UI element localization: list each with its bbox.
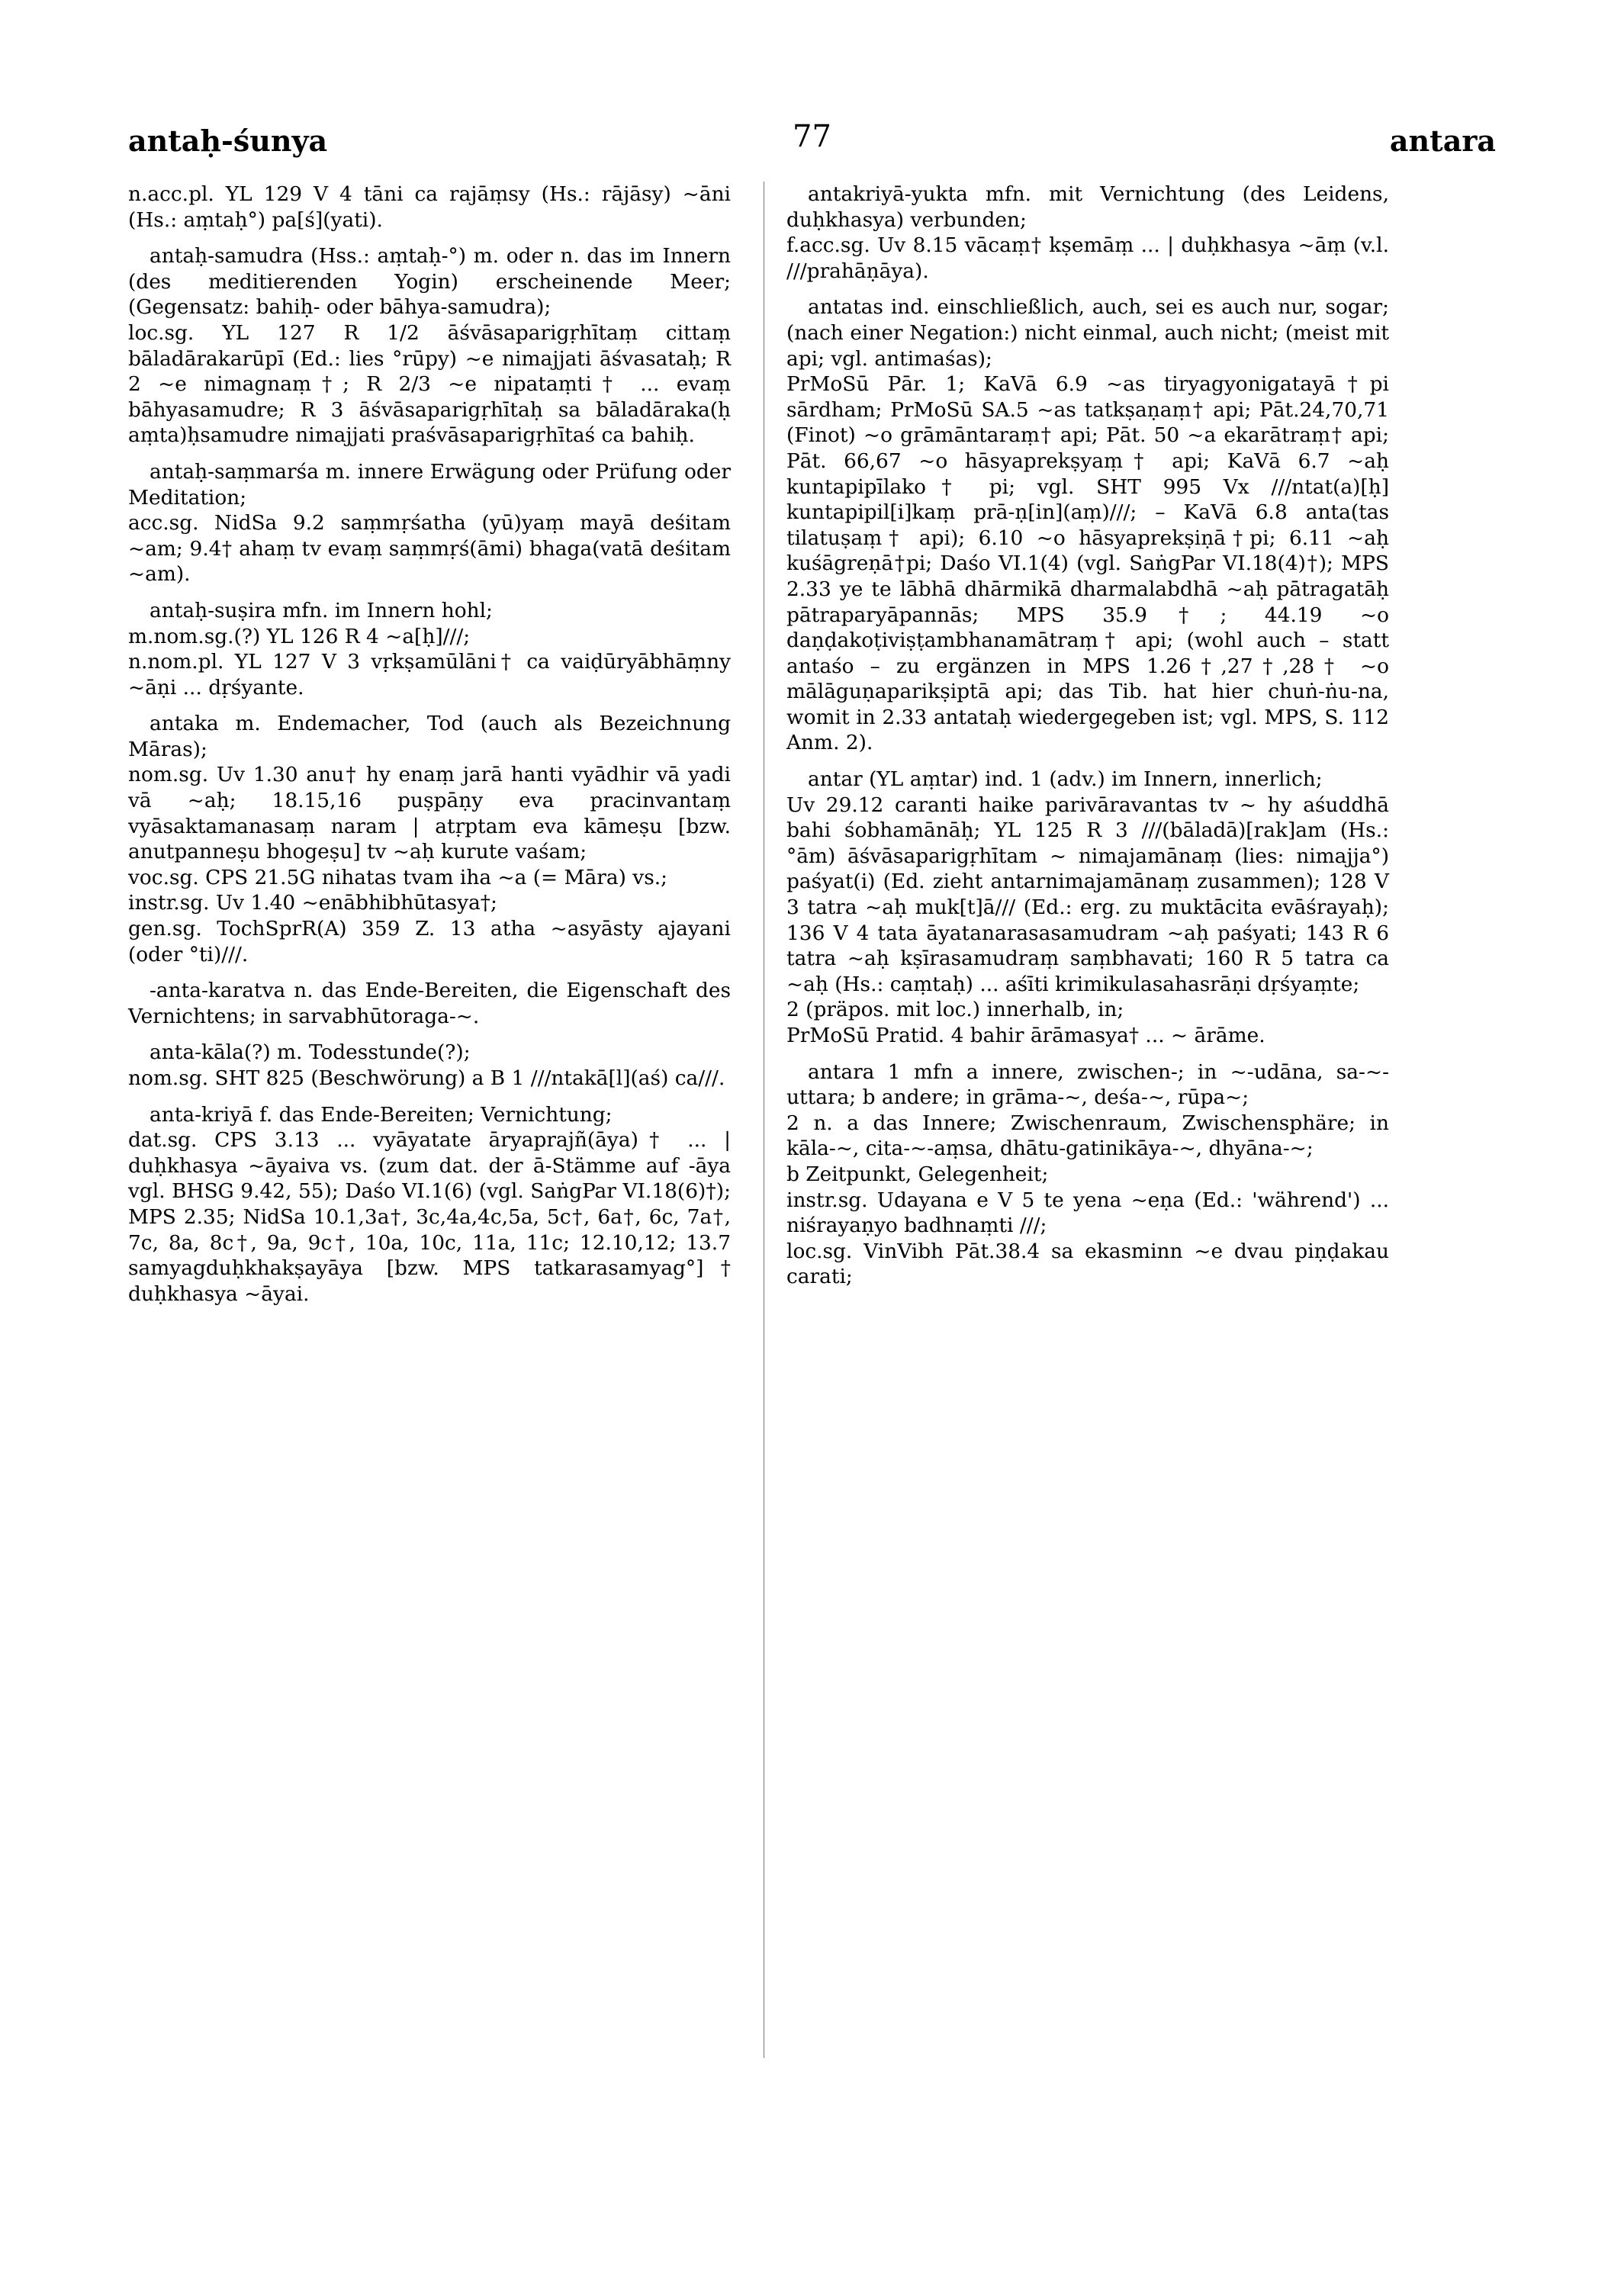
- left-column-entry: antaka m. Endemacher, Tod (auch als Bezeichnung Māras);: [128, 712, 731, 761]
- header-right-guideword: antara: [1389, 124, 1496, 158]
- right-column-entry: f.acc.sg. Uv 8.15 vācaṃ† kṣemāṃ ... | duḥkhasya ~āṃ (v.l. ///prahāṇāya).: [786, 233, 1389, 283]
- right-column-entry: b Zeitpunkt, Gelegenheit;: [786, 1162, 1049, 1186]
- left-column-entry: n.acc.pl. YL 129 V 4 tāni ca rajāṃsy (Hs.: rājāsy) ~āni (Hs.: aṃtaḥ°) pa[ś](yati).: [128, 182, 731, 232]
- left-column-entry: dat.sg. CPS 3.13 ... vyāyatate āryaprajñ(āya)† ... | duḥkhasya ~āyaiva vs. (zum dat. der ā-Stämme auf -āya vgl. BHSG 9.42, 55); Daśo VI.1(6) (vgl. SaṅgPar VI.18(6)†); MPS 2.35; NidSa 10.1,3a†, 3c,4a,4c,5a, 5c†, 6a†, 6c, 7a†, 7c, 8a, 8c†, 9a, 9c†, 10a, 10c, 11a, 11c; 12.10,12; 13.7 samyagduḥkhakṣayāya [bzw. MPS tatkarasamyag°]† duḥkhasya ~āyai.: [128, 1128, 731, 1306]
- left-column-entry: acc.sg. NidSa 9.2 saṃmṛśatha (yū)yaṃ mayā deśitam ~am; 9.4† ahaṃ tv evaṃ saṃmṛś(āmi) bhaga(vatā deśitam ~am).: [128, 511, 731, 587]
- left-column-entry: gen.sg. TochSprR(A) 359 Z. 13 atha ~asyāsty ajayani (oder °ti)///.: [128, 917, 731, 966]
- right-column-entry: 2 n. a das Innere; Zwischenraum, Zwischensphäre; in kāla-~, cita-~-aṃsa, dhātu-gatinikāya-~, dhyāna-~;: [786, 1111, 1389, 1161]
- left-column-entry: antaḥ-saṃmarśa m. innere Erwägung oder Prüfung oder Meditation;: [128, 459, 731, 510]
- left-column-entry: anta-kriyā f. das Ende-Bereiten; Vernichtung;: [150, 1102, 613, 1127]
- header-left-guideword: antaḥ-śunya: [128, 124, 328, 158]
- left-column-entry: -anta-karatva n. das Ende-Bereiten, die Eigenschaft des Vernichtens; in sarvabhūtoraga-~.: [128, 979, 731, 1028]
- left-column-entry: loc.sg. YL 127 R 1/2 āśvāsaparigṛhītaṃ cittaṃ bāladārakarūpī (Ed.: lies °rūpy) ~e nimajjati āśvasataḥ; R 2 ~e nimagnaṃ†; R 2/3 ~e nipataṃti† ... evaṃ bāhyasamudre; R 3 āśvāsaparigṛhītaḥ sa bāladāraka(ḥ aṃta)ḥsamudre nimajjati praśvāsaparigṛhītaś ca bahiḥ.: [128, 320, 731, 448]
- right-column-entry: antatas ind. einschließlich, auch, sei es auch nur, sogar; (nach einer Negation:) nicht einmal, auch nicht; (meist mit api; vgl. antimaśas);: [786, 295, 1389, 371]
- left-column-entry: antaḥ-suṣira mfn. im Innern hohl;: [150, 598, 493, 622]
- left-column: [128, 182, 731, 1307]
- left-column-entry: voc.sg. CPS 21.5G nihatas tvam iha ~a (= Māra) vs.;: [128, 865, 668, 889]
- left-column-entry: antaḥ-samudra (Hss.: aṃtaḥ-°) m. oder n. das im Innern (des meditierenden Yogin) erscheinende Meer; (Gegensatz: bahiḥ- oder bāhya-samudra);: [128, 244, 731, 320]
- right-column-entry: loc.sg. VinVibh Pāt.38.4 sa ekasminn ~e dvau piṇḍakau carati;: [786, 1239, 1389, 1289]
- left-column-entry: m.nom.sg.(?) YL 126 R 4 ~a[ḥ]///;: [128, 624, 471, 648]
- page-number: 77: [793, 119, 831, 154]
- left-column-entry: instr.sg. Uv 1.40 ~enābhibhūtasya†;: [128, 891, 497, 915]
- left-column-entry: anta-kāla(?) m. Todesstunde(?);: [150, 1040, 471, 1065]
- left-column-entry: nom.sg. Uv 1.30 anu† hy enaṃ jarā hanti vyādhir vā yadi vā ~aḥ; 18.15,16 puṣpāṇy eva pracinvantaṃ vyāsaktamanasaṃ naram | atṛptam eva kāmeṣu [bzw. anutpanneṣu bhogeṣu] tv ~aḥ kurute vaśam;: [128, 763, 731, 864]
- right-column-entry: antar (YL aṃtar) ind. 1 (adv.) im Innern, innerlich;: [808, 767, 1323, 792]
- right-column-entry: antakriyā-yukta mfn. mit Vernichtung (des Leidens, duḥkhasya) verbunden;: [786, 182, 1389, 232]
- left-column-entry: n.nom.pl. YL 127 V 3 vṛkṣamūlāni† ca vaiḍūryābhāṃny ~āṇi ... dṛśyante.: [128, 650, 731, 699]
- right-column-entry: PrMoSū Pratid. 4 bahir ārāmasya† ... ~ ārāme.: [786, 1024, 1265, 1047]
- right-column-entry: antara 1 mfn a innere, zwischen-; in ~-udāna, sa-~-uttara; b andere; in grāma-~, deśa-~, rūpa~;: [786, 1060, 1389, 1110]
- right-column: [786, 182, 1389, 1290]
- right-column-entry: 2 (präpos. mit loc.) innerhalb, in;: [786, 998, 1124, 1022]
- left-column-entry: nom.sg. SHT 825 (Beschwörung) a B 1 ///ntakā[l](aś) ca///.: [128, 1066, 725, 1090]
- right-column-entry: instr.sg. Udayana e V 5 te yena ~eṇa (Ed.: 'während') ... niśrayaṇyo badhnaṃti ///;: [786, 1188, 1389, 1238]
- running-head: [128, 119, 1496, 169]
- right-column-entry: Uv 29.12 caranti haike parivāravantas tv ~ hy aśuddhā bahi śobhamānāḥ; YL 125 R 3 ///(bāladā)[rak]am (Hs.: °ām) āśvāsaparigṛhītam ~ nimajamānaṃ (lies: nimajja°) paśyat(i) (Ed. zieht antarnimajamānaṃ zusammen); 128 V 3 tatra ~aḥ muk[t]ā/// (Ed.: erg. zu muktācita evāśrayaḥ); 136 V 4 tata āyatanarasasamudram ~aḥ paśyati; 143 R 6 tatra ~aḥ kṣīrasamudraṃ saṃbhavati; 160 R 5 tatra ca ~aḥ (Hs.: caṃtaḥ) ... aśīti krimikulasahasrāṇi dṛśyaṃte;: [786, 793, 1389, 996]
- right-column-entry: PrMoSū Pār. 1; KaVā 6.9 ~as tiryagyonigatayā†pi sārdham; PrMoSū SA.5 ~as tatkṣaṇaṃ† api; Pāt.24,70,71 (Finot) ~o grāmāntaraṃ† api; Pāt. 50 ~a ekarātraṃ† api; Pāt. 66,67 ~o hāsyaprekṣyaṃ† api; KaVā 6.7 ~aḥ kuntapipīlako† pi; vgl. SHT 995 Vx ///ntat(a)[ḥ] kuntapipil[i]kaṃ prā-ṇ[in](aṃ)///; – KaVā 6.8 anta(tas tilatuṣaṃ† api); 6.10 ~o hāsyaprekṣiṇā†pi; 6.11 ~aḥ kuśāgreṇā†pi; Daśo VI.1(4) (vgl. SaṅgPar VI.18(4)†); MPS 2.33 ye te lābhā dhārmikā dharmalabdhā ~aḥ pātragatāḥ pātraparyāpannās; MPS 35.9†; 44.19 ~o daṇḍakoṭiviṣṭambhanamātraṃ† api; (wohl auch – statt antaśo – zu ergänzen in MPS 1.26†,27†,28† ~o mālāguṇaparikṣiptā api; das Tib. hat hier chuṅ-ṅu-na, womit in 2.33 antataḥ wiedergegeben ist; vgl. MPS, S. 112 Anm. 2).: [786, 372, 1389, 755]
